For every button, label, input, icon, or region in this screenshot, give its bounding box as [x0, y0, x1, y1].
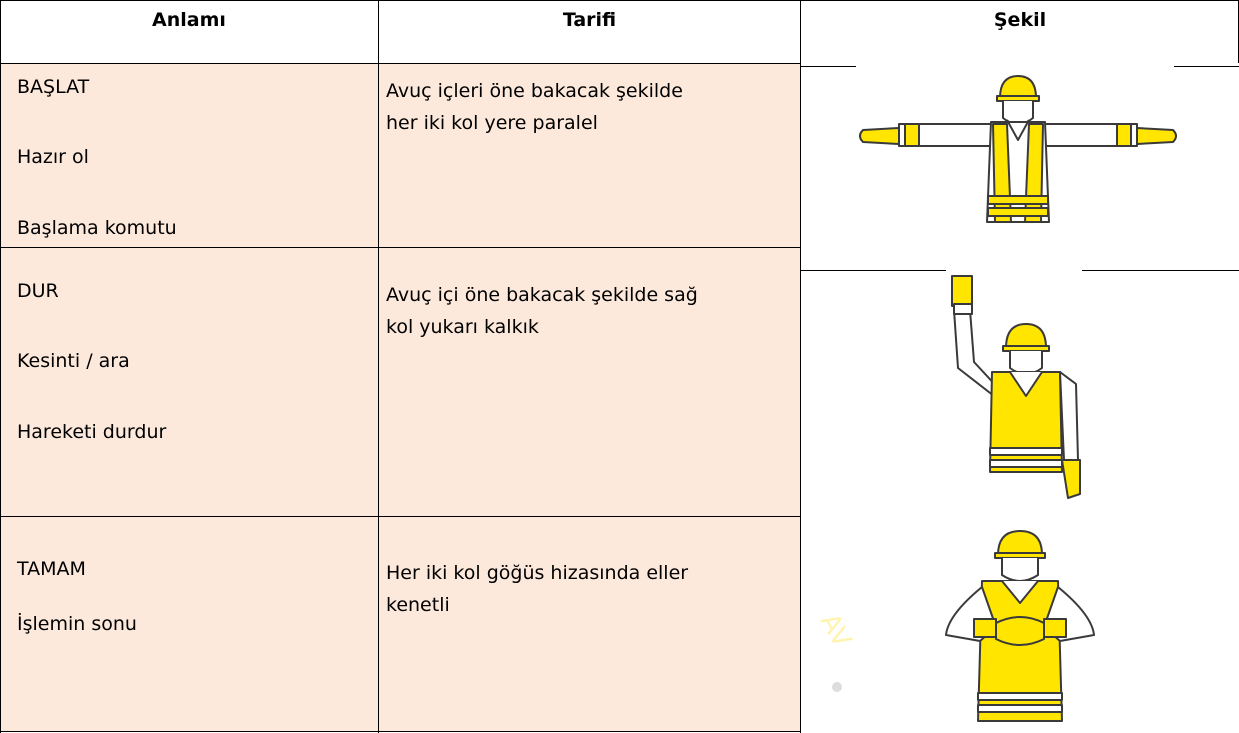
border-row1-right-a	[800, 270, 946, 271]
row3-description	[386, 557, 796, 637]
row3-meaning-line: TAMAM	[17, 558, 86, 580]
border-header-mid	[378, 63, 800, 64]
hands-clasped-figure	[940, 525, 1140, 725]
border-header-right-b	[1174, 66, 1239, 67]
row1-meaning-line: BAŞLAT	[17, 76, 90, 98]
border-top	[0, 0, 1239, 1]
border-bottom	[0, 731, 800, 732]
row2-description-line: Avuç içi öne bakacak şekilde sağ	[386, 284, 698, 306]
header-figure: Şekil	[993, 9, 1047, 31]
row2-meaning-line: DUR	[17, 280, 59, 302]
row3-description-line: Her iki kol göğüs hizasında eller	[386, 562, 689, 584]
border-col1	[378, 0, 379, 733]
border-row1-right-b	[1082, 270, 1239, 271]
border-left	[0, 0, 1, 733]
border-row2	[0, 516, 800, 517]
row3-description-line: kenetli	[386, 594, 450, 616]
row2-meaning	[17, 279, 367, 479]
svg-text:AV: AV	[813, 608, 857, 653]
row1-description	[386, 75, 796, 155]
border-row1	[0, 247, 800, 248]
arms-horizontal-figure	[855, 70, 1175, 230]
row3-meaning-line: İşlemin sonu	[17, 613, 137, 635]
header-description: Tarifi	[562, 9, 617, 31]
row1-meaning-line: Başlama komutu	[17, 217, 177, 239]
header-meaning: Anlamı	[152, 9, 226, 31]
row1-meaning	[17, 75, 367, 245]
border-header-left	[0, 63, 378, 64]
right-arm-raised-figure	[930, 272, 1090, 504]
row2-description	[386, 279, 796, 359]
row1-meaning-line: Hazır ol	[17, 146, 89, 168]
row1-description-line: Avuç içleri öne bakacak şekilde	[386, 80, 683, 102]
row3-meaning	[17, 557, 367, 677]
watermark	[800, 520, 860, 730]
row2-meaning-line: Kesinti / ara	[17, 350, 130, 372]
border-header-right-a	[800, 66, 856, 67]
row2-description-line: kol yukarı kalkık	[386, 316, 539, 338]
row2-meaning-line: Hareketi durdur	[17, 421, 167, 443]
row1-description-line: her iki kol yere paralel	[386, 112, 598, 134]
